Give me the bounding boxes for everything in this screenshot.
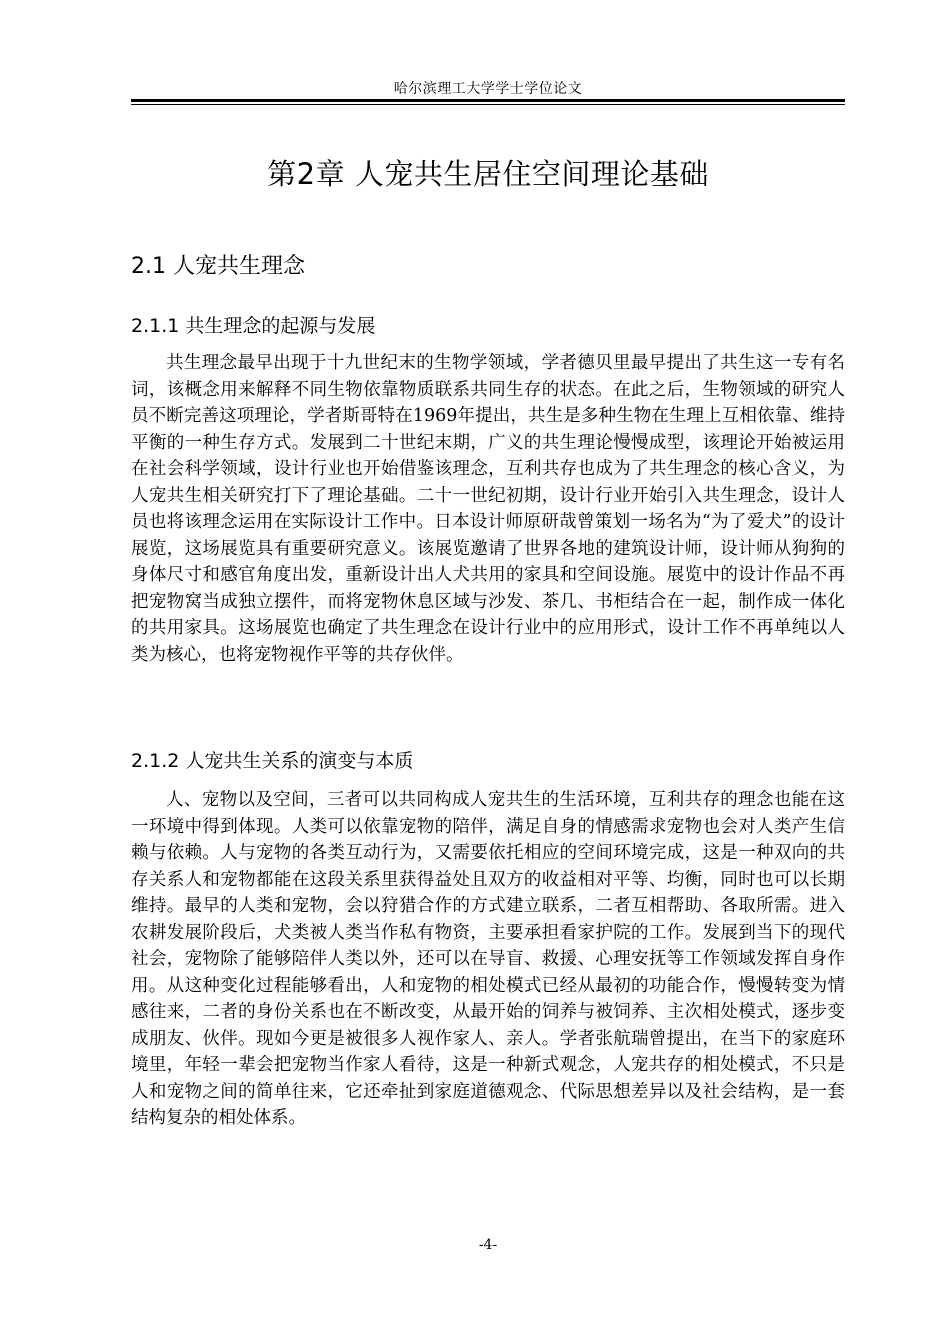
chapter-title: 第2章 人宠共生居住空间理论基础: [267, 157, 709, 191]
header-rule-thin: [131, 104, 845, 105]
body-paragraph-origin: 共生理念最早出现于十九世纪末的生物学领域，学者德贝里最早提出了共生这一专有名词，该概念用来解释不同生物依靠物质联系共同生存的状态。在此之后，生物领域的研究人员不断完善这项理论，学者斯哥特在1969年提出，共生是多种生物在生理上互相依靠、维持平衡的一种生存方式。发展到二十世纪末期，广义的共生理论慢慢成型，该理论开始被运用在社会科学领域，设计行业也开始借鉴该理念，互利共存也成为了共生理念的核心含义，为人宠共生相关研究打下了理论基础。二十一世纪初期，设计行业开始引入共生理念，设计人员也将该理念运用在实际设计工作中。日本设计师原研哉曾策划一场名为“为了爱犬”的设计展览，这场展览具有重要研究意义。该展览邀请了世界各地的建筑设计师，设计师从狗狗的身体尺寸和感官角度出发，重新设计出人犬共用的家具和空间设施。展览中的设计作品不再把宠物窝当成独立摆件，而将宠物休息区域与沙发、茶几、书柜结合在一起，制作成一体化的共用家具。这场展览也确定了共生理念在设计行业中的应用形式，设计工作不再单纯以人类为核心，也将宠物视作平等的共存伙伴。: [131, 353, 845, 665]
body-paragraph-evolution: 人、宠物以及空间，三者可以共同构成人宠共生的生活环境，互利共存的理念也能在这一环境中得到体现。人类可以依靠宠物的陪伴，满足自身的情感需求宠物也会对人类产生信赖与依赖。人与宠物的各类互动行为，又需要依托相应的空间环境完成，这是一种双向的共存关系人和宠物都能在这段关系里获得益处且双方的收益相对平等、均衡，同时也可以长期维持。最早的人类和宠物，会以狩猎合作的方式建立联系，二者互相帮助、各取所需。进入农耕发展阶段后，犬类被人类当作私有物资，主要承担看家护院的工作。发展到当下的现代社会，宠物除了能够陪伴人类以外，还可以在导盲、救援、心理安抚等工作领域发挥自身作用。从这种变化过程能够看出，人和宠物的相处模式已经从最初的功能合作，慢慢转变为情感往来，二者的身份关系也在不断改变，从最开始的饲养与被饲养、主次相处模式，逐步变成朋友、伙伴。现如今更是被很多人视作家人、亲人。学者张航瑞曾提出，在当下的家庭环境里，年轻一辈会把宠物当作家人看待，这是一种新式观念，人宠共存的相处模式，不只是人和宠物之间的简单往来，它还牵扯到家庭道德观念、代际思想差异以及社会结构，是一套结构复杂的相处体系。: [131, 790, 845, 1128]
subsection-title-evolution: 2.1.2 人宠共生关系的演变与本质: [131, 750, 414, 772]
page-number: -4-: [478, 1237, 498, 1253]
section-title: 2.1 人宠共生理念: [131, 254, 305, 279]
subsection-title-origin: 2.1.1 共生理念的起源与发展: [131, 315, 376, 337]
header-rule-thick: [131, 99, 845, 102]
running-header: 哈尔滨理工大学学士学位论文: [393, 81, 583, 97]
